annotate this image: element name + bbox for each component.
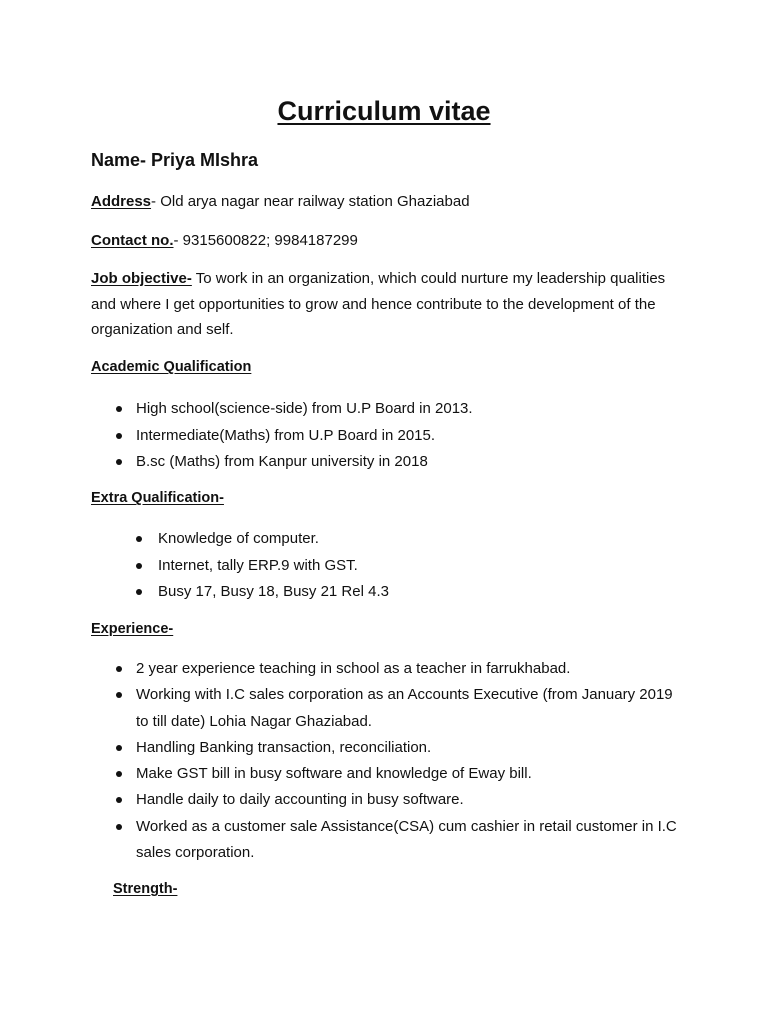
list-item: High school(science-side) from U.P Board in 2013. <box>136 396 473 423</box>
candidate-name: Name- Priya MIshra <box>91 150 259 170</box>
academic-list <box>136 396 473 476</box>
contact-value: - 9315600822; 9984187299 <box>173 232 358 249</box>
contact-label: Contact no. <box>91 232 174 249</box>
list-item: Busy 17, Busy 18, Busy 21 Rel 4.3 <box>158 579 389 606</box>
list-item: 2 year experience teaching in school as a teacher in farrukhabad. <box>136 656 681 682</box>
list-item: Worked as a customer sale Assistance(CSA) cum cashier in retail customer in I.C sales corporation. <box>136 814 681 867</box>
job-objective-label: Job objective- <box>91 270 192 287</box>
academic-heading: Academic Qualification <box>91 359 252 375</box>
strength-heading: Strength- <box>113 881 178 897</box>
contact-line <box>91 232 358 249</box>
address-value: - Old arya nagar near railway station Ghaziabad <box>151 193 470 210</box>
list-item: Working with I.C sales corporation as an Accounts Executive (from January 2019 to till date) Lohia Nagar Ghaziabad. <box>136 682 681 735</box>
document-title: Curriculum vitae <box>277 96 491 126</box>
address-label: Address <box>91 193 152 210</box>
list-item: B.sc (Maths) from Kanpur university in 2018 <box>136 449 473 476</box>
list-item: Make GST bill in busy software and knowledge of Eway bill. <box>136 761 681 787</box>
experience-list <box>136 656 681 866</box>
list-item: Knowledge of computer. <box>158 526 389 553</box>
experience-heading: Experience- <box>91 621 174 637</box>
job-objective-text: To work in an organization, which could nurture my leadership qualities and where I get opportunities to grow and hence contribute to the development of the organization and self. <box>91 270 666 338</box>
list-item: Intermediate(Maths) from U.P Board in 2015. <box>136 423 473 450</box>
job-objective <box>91 266 681 343</box>
list-item: Internet, tally ERP.9 with GST. <box>158 553 389 580</box>
extra-list <box>158 526 389 606</box>
extra-heading: Extra Qualification- <box>91 490 224 506</box>
address-line <box>91 193 470 210</box>
list-item: Handle daily to daily accounting in busy software. <box>136 787 681 813</box>
list-item: Handling Banking transaction, reconciliation. <box>136 735 681 761</box>
